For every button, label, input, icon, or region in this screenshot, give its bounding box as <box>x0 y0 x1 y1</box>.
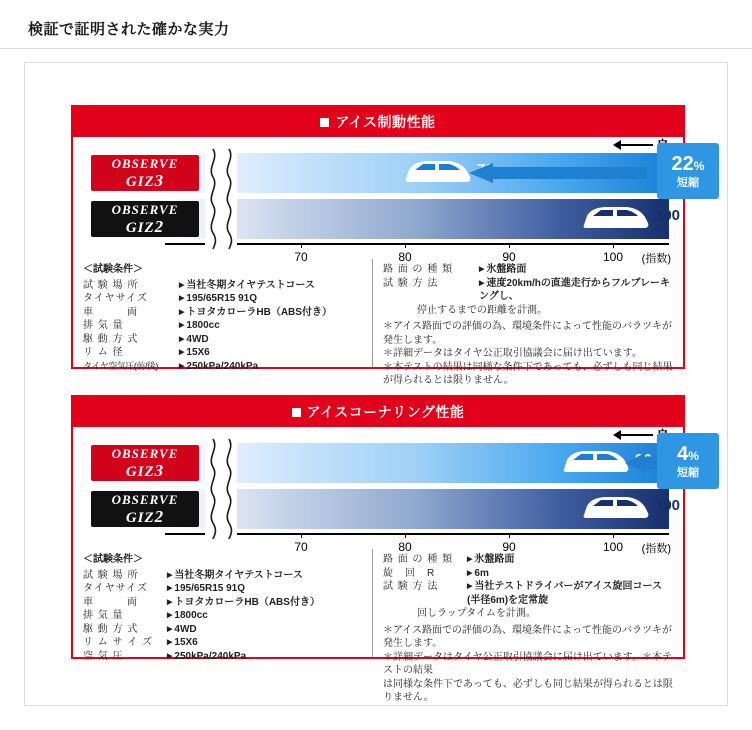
improvement-arrow-icon <box>625 453 659 473</box>
condition-row: 試 験 場 所 ▶ 当社冬期タイヤテストコース <box>83 569 364 583</box>
axis-tick-label: 70 <box>294 540 308 554</box>
panel-title-text: アイスコーナリング性能 <box>306 404 465 420</box>
bar-value-giz2: 100 <box>655 207 681 224</box>
car-icon-giz3 <box>561 447 631 477</box>
callout-value: 4% <box>677 442 699 465</box>
panel-heading-ice-cornering <box>73 397 683 427</box>
condition-row: 車 両 ▶ トヨタカローラHB（ABS付き） <box>83 596 364 610</box>
axis-tick <box>405 533 406 538</box>
condition-row: 排 気 量 ▶ 1800cc <box>83 319 364 333</box>
callout-improvement-ice-cornering <box>657 433 719 489</box>
square-bullet-icon <box>320 118 329 127</box>
axis-tick <box>509 243 510 248</box>
axis-unit-label: (指数) <box>641 543 671 555</box>
axis-tick-label: 80 <box>398 250 412 264</box>
conditions-right-column <box>373 549 683 703</box>
conditions-title: ＜試験条件＞ <box>83 264 143 275</box>
condition-row: 路 面 の 種 類 ▶ 氷盤路面 <box>383 263 675 277</box>
test-conditions-ice-braking <box>73 259 683 386</box>
tire-badge-brand: OBSERVE <box>111 445 179 461</box>
condition-row-continued: 停止するまでの距離を計測。 <box>417 304 547 316</box>
tire-badge-giz3 <box>91 445 199 481</box>
axis-tick <box>301 243 302 248</box>
tire-badge-model: GIZ3 <box>125 170 165 190</box>
tire-badge-model: GIZ2 <box>125 506 165 526</box>
condition-row: 試 験 方 法 ▶ 当社テストドライバーがアイス旋回コース(半径6m)を定常旋 <box>383 580 675 607</box>
note-line: は同様な条件下であっても、必ずしも同じ結果が得られるとは限りません。 <box>383 678 673 703</box>
tire-badge-giz2 <box>91 491 199 527</box>
condition-row: タイヤサイズ ▶ 195/65R15 91Q <box>83 582 364 596</box>
test-conditions-ice-cornering <box>73 549 683 703</box>
condition-row: 排 気 量 ▶ 1800cc <box>83 609 364 623</box>
note-line: ＊アイス路面での評価の為、環境条件によって性能のバラツキが発生します。 <box>383 624 672 649</box>
car-icon-giz3 <box>403 157 473 187</box>
axis-tick <box>613 243 614 248</box>
condition-row: 空 気 圧 ▶ 250kPa/240kPa <box>83 650 364 664</box>
condition-row: 試 験 場 所 ▶ 当社冬期タイヤテストコース <box>83 279 364 293</box>
square-bullet-icon <box>292 408 301 417</box>
conditions-notes <box>383 624 675 705</box>
condition-row: 路 面 の 種 類 ▶ 氷盤路面 <box>383 553 675 567</box>
bar-value-giz2: 100 <box>655 497 681 514</box>
tire-badge-giz2 <box>91 201 199 237</box>
tire-badge-model: GIZ3 <box>125 460 165 480</box>
condition-row: 駆 動 方 式 ▶ 4WD <box>83 333 364 347</box>
axis-unit-label: (指数) <box>641 253 671 265</box>
car-icon-giz2 <box>581 493 651 523</box>
tire-badge-brand: OBSERVE <box>111 491 179 507</box>
conditions-notes <box>383 320 675 388</box>
conditions-left-column <box>73 549 373 662</box>
axis-tick-label: 70 <box>294 250 308 264</box>
axis-tick-label: 100 <box>602 250 624 264</box>
axis-tick-label: 80 <box>398 540 412 554</box>
axis-tick <box>301 533 302 538</box>
axis-tick <box>613 533 614 538</box>
condition-row-continued: 回しラップタイムを計測。 <box>417 608 536 619</box>
left-arrow-icon <box>613 140 653 150</box>
note-line: ＊詳細データはタイヤ公正取引協議会に届け出ています。 <box>383 348 642 359</box>
car-icon-giz2 <box>581 203 651 233</box>
axis-break-wave-icon <box>205 437 237 541</box>
condition-row: リ ム 径 ▶ 15X6 <box>83 346 364 360</box>
axis-tick-label: 90 <box>502 540 516 554</box>
axis-tick <box>405 243 406 248</box>
panel-heading-ice-braking <box>73 107 683 137</box>
condition-row: タイヤ空気圧(前/後) ▶ 250kPa/240kPa <box>83 360 364 374</box>
condition-row: 旋 回 R ▶ 6m <box>383 567 675 581</box>
note-line: ＊詳細データはタイヤ公正取引協議会に届け出ています。＊本テストの結果 <box>383 651 672 676</box>
content-frame <box>24 62 728 706</box>
axis-line <box>165 243 669 245</box>
panel-ice-cornering <box>71 395 699 703</box>
improvement-arrow-icon <box>469 163 647 183</box>
condition-row: 車 両 ▶ トヨタカローラHB（ABS付き） <box>83 306 364 320</box>
callout-value: 22% <box>671 152 705 175</box>
conditions-right-column <box>373 259 683 386</box>
left-arrow-icon <box>613 430 653 440</box>
callout-sublabel: 短縮 <box>677 176 699 189</box>
page-title: 検証で証明された確かな実力 <box>28 21 230 38</box>
note-line: ＊本テストの結果は同様な条件下であっても、必ずしも同じ結果が得られるとは限りません。 <box>383 361 673 386</box>
tire-badge-model: GIZ2 <box>125 216 165 236</box>
note-line: ＊アイス路面での評価の為、環境条件によって性能のバラツキが発生します。 <box>383 321 672 346</box>
condition-row: タイヤサイズ ▶ 195/65R15 91Q <box>83 292 364 306</box>
condition-row: 試 験 方 法 ▶ 速度20km/hの直進走行からフルブレーキングし、 <box>383 277 675 304</box>
conditions-title: ＜試験条件＞ <box>83 554 143 565</box>
tire-badge-brand: OBSERVE <box>111 201 179 217</box>
axis-tick-label: 100 <box>602 540 624 554</box>
callout-sublabel: 短縮 <box>677 466 699 479</box>
condition-row: 駆 動 方 式 ▶ 4WD <box>83 623 364 637</box>
axis-line <box>165 533 669 535</box>
axis-tick <box>509 533 510 538</box>
axis-tick-label: 90 <box>502 250 516 264</box>
header-divider <box>0 48 752 49</box>
tire-badge-giz3 <box>91 155 199 191</box>
panel-title-text: アイス制動性能 <box>335 114 436 130</box>
conditions-left-column <box>73 259 373 372</box>
tire-badge-brand: OBSERVE <box>111 155 179 171</box>
condition-row: リ ム サ イ ズ ▶ 15X6 <box>83 636 364 650</box>
callout-improvement-ice-braking <box>657 143 719 199</box>
panel-ice-braking <box>71 105 705 386</box>
axis-break-wave-icon <box>205 147 237 251</box>
